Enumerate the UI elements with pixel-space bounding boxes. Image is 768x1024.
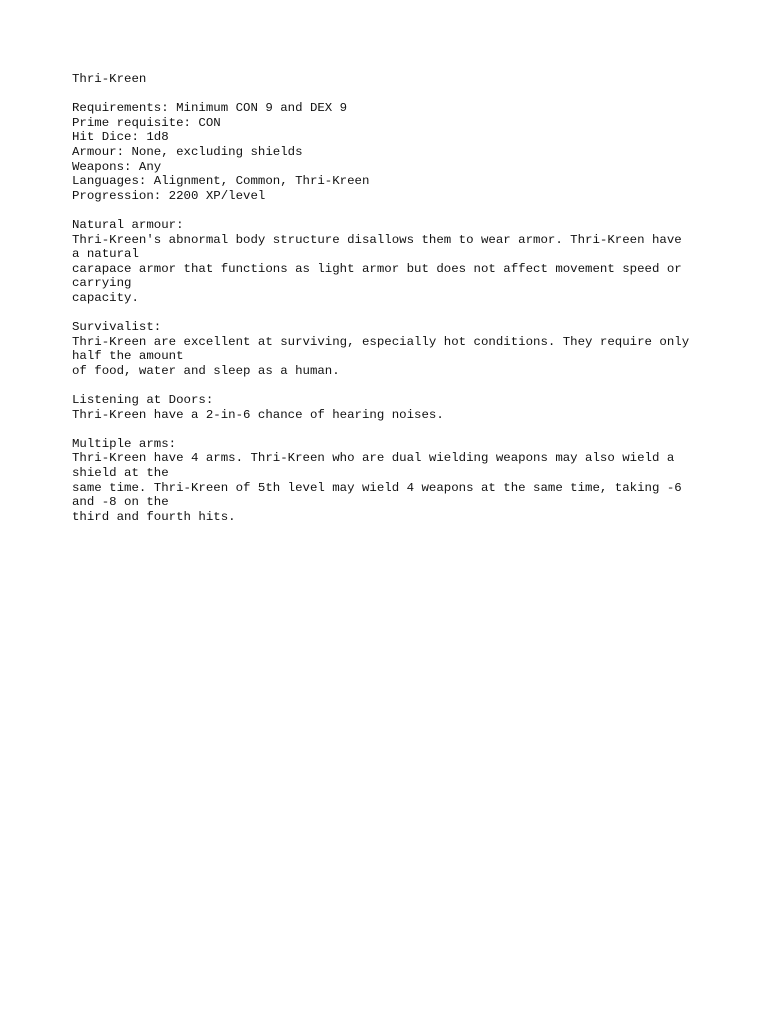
stat-weapons: Weapons: Any [72,159,162,174]
section-heading: Natural armour: [72,217,184,232]
section-listening-at-doors [72,393,732,422]
stat-requirements: Requirements: Minimum CON 9 and DEX 9 [72,101,348,116]
section-line: Thri-Kreen have a 2-in-6 chance of hearing noises. [72,407,444,422]
document-title: Thri-Kreen [72,72,147,86]
spacer [72,87,732,102]
section-heading: Survivalist: [72,320,162,335]
section-line: third and fourth hits. [72,509,236,524]
section-line: Thri-Kreen's abnormal body structure disallows them to wear armor. Thri-Kreen have [72,232,682,247]
section-line: Thri-Kreen are excellent at surviving, especially hot conditions. They require only [72,334,690,349]
section-line: Thri-Kreen have 4 arms. Thri-Kreen who are dual wielding weapons may also wield a [72,451,675,466]
section-heading: Multiple arms: [72,436,177,451]
stat-armour: Armour: None, excluding shields [72,144,303,159]
section-line: carapace armor that functions as light armor but does not affect movement speed or [72,261,682,276]
stat-hit-dice: Hit Dice: 1d8 [72,130,169,145]
spacer [72,378,732,393]
section-multiple-arms [72,437,732,525]
section-line: capacity. [72,290,139,305]
section-line: same time. Thri-Kreen of 5th level may wield 4 weapons at the same time, taking -6 [72,480,682,495]
document-page [72,72,732,524]
section-line: and -8 on the [72,495,169,510]
spacer [72,306,732,321]
stat-progression: Progression: 2200 XP/level [72,188,266,203]
section-line: shield at the [72,466,169,481]
stat-prime-requisite: Prime requisite: CON [72,115,221,130]
section-survivalist [72,320,732,378]
section-line: half the amount [72,349,184,364]
stat-languages: Languages: Alignment, Common, Thri-Kreen [72,174,370,189]
stats-block [72,101,732,203]
section-line: of food, water and sleep as a human. [72,363,340,378]
spacer [72,203,732,218]
section-line: a natural [72,247,139,262]
spacer [72,422,732,437]
section-natural-armour [72,218,732,306]
section-line: carrying [72,276,132,291]
section-heading: Listening at Doors: [72,393,214,408]
